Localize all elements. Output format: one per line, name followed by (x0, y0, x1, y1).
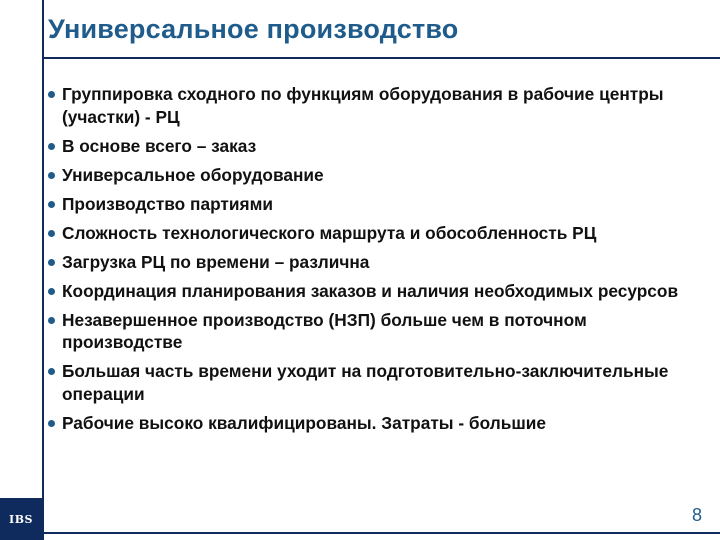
bullet-text: Универсальное оборудование (62, 164, 324, 185)
bullet-text: Координация планирования заказов и наличия необходимых ресурсов (62, 280, 679, 301)
bullet-dot-icon (48, 420, 55, 427)
bullet-dot-icon (48, 288, 55, 295)
bullet-item (48, 164, 708, 187)
slide-title: Универсальное производство (48, 14, 459, 44)
bullet-text: В основе всего – заказ (62, 135, 257, 156)
bullet-item (48, 83, 708, 128)
bullet-text: Большая часть времени уходит на подготовительно-заключительные операции (62, 361, 669, 404)
left-vertical-rule (42, 0, 44, 540)
bullet-text: Незавершенное производство (НЗП) больше чем в поточном производстве (62, 309, 587, 352)
bullet-dot-icon (48, 172, 55, 179)
ibs-logo (0, 498, 42, 540)
footer-rule (44, 532, 720, 534)
bullet-item (48, 251, 708, 274)
bullet-dot-icon (48, 259, 55, 266)
bullet-text: Загрузка РЦ по времени – различна (62, 251, 370, 272)
bullet-list (48, 83, 708, 441)
bullet-text: Группировка сходного по функциям оборудования в рабочие центры (участки) - РЦ (62, 84, 664, 127)
bullet-dot-icon (48, 317, 55, 324)
bullet-text: Рабочие высоко квалифицированы. Затраты - большие (62, 412, 546, 433)
bullet-item (48, 135, 708, 158)
bullet-item (48, 222, 708, 245)
bullet-item (48, 280, 708, 303)
bullet-item (48, 309, 708, 354)
bullet-dot-icon (48, 201, 55, 208)
bullet-item (48, 360, 708, 405)
bullet-dot-icon (48, 230, 55, 237)
bullet-dot-icon (48, 368, 55, 375)
page-number: 8 (691, 505, 702, 525)
title-underline (44, 57, 720, 59)
logo-text: IBS (9, 512, 33, 526)
bullet-dot-icon (48, 143, 55, 150)
bullet-text: Сложность технологического маршрута и обособленность РЦ (62, 222, 597, 243)
bullet-dot-icon (48, 91, 55, 98)
bullet-item (48, 412, 708, 435)
bullet-item (48, 193, 708, 216)
bullet-text: Производство партиями (62, 193, 273, 214)
